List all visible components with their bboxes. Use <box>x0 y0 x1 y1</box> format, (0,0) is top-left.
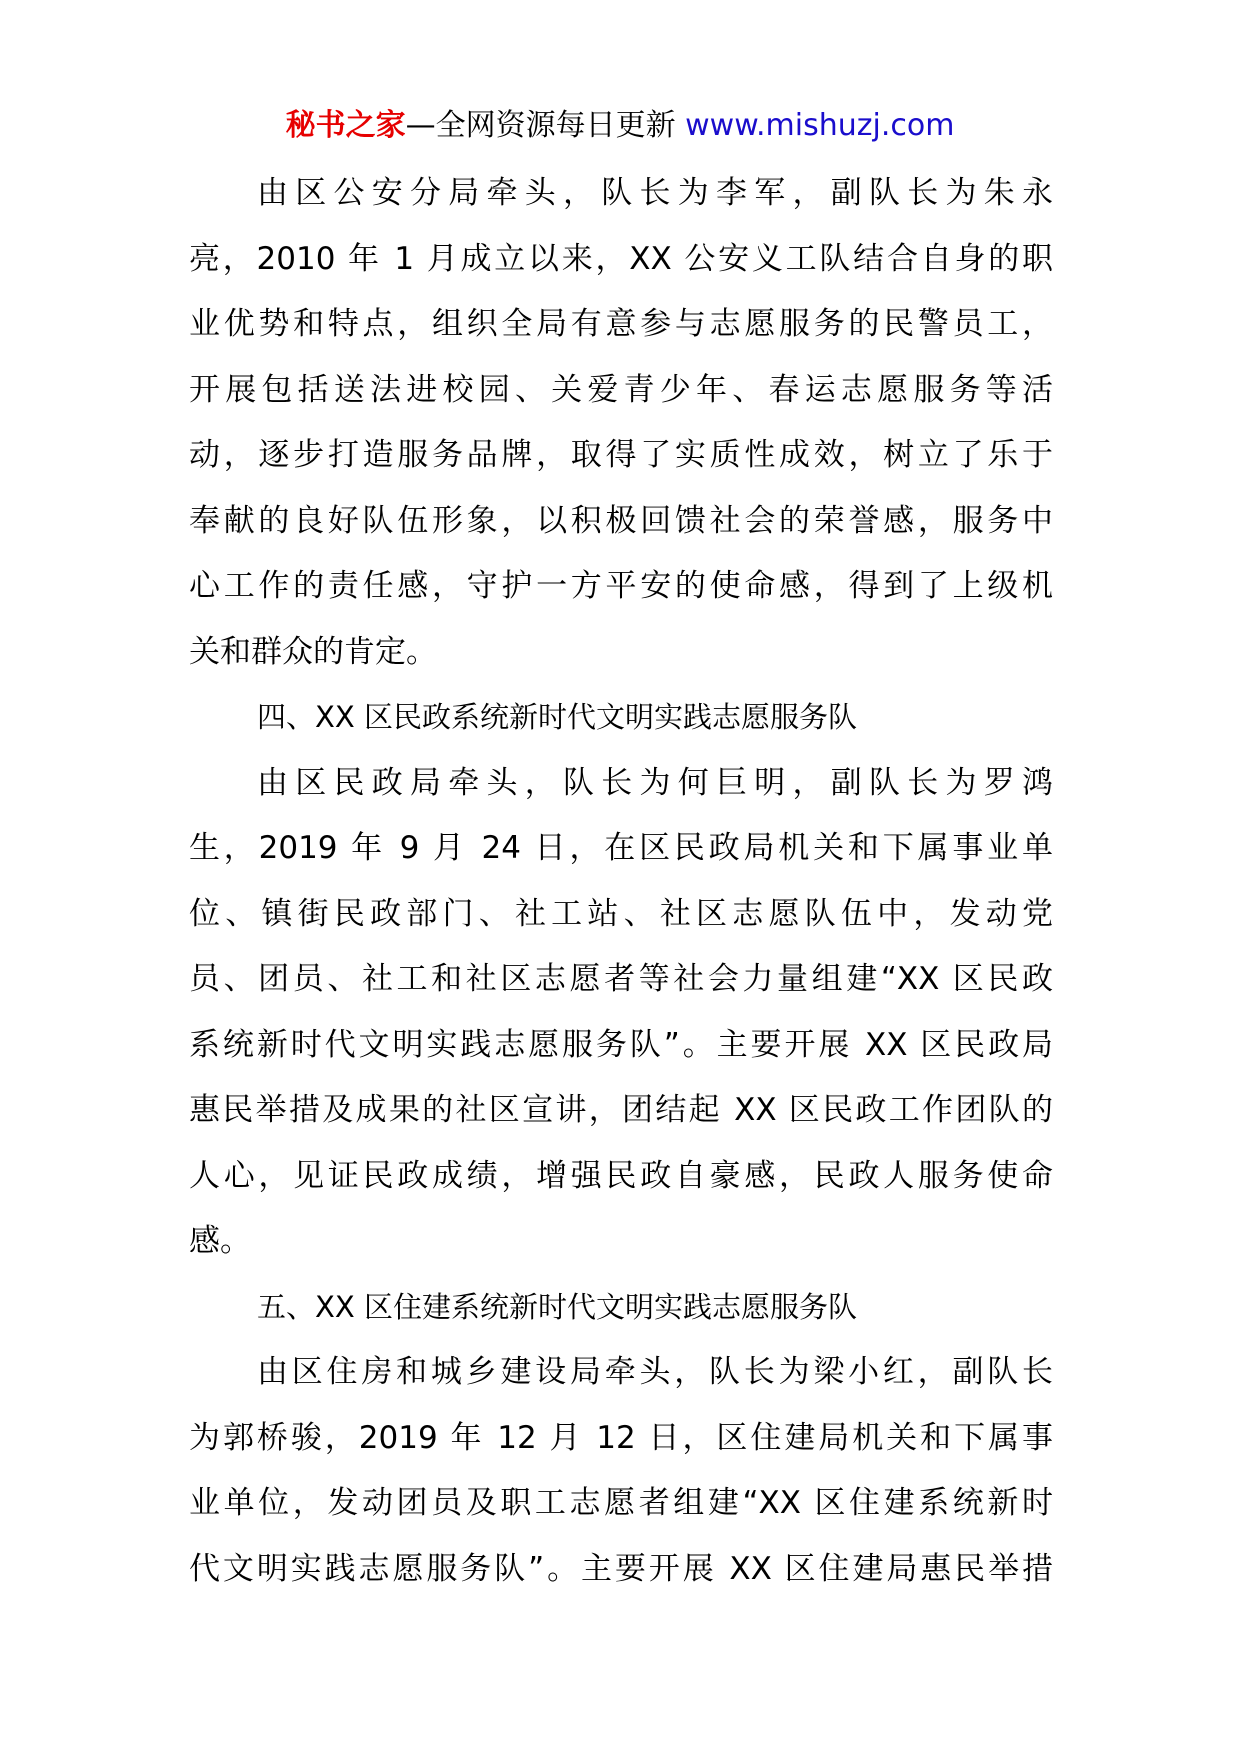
paragraph-line: 生，2019 年 9 月 24 日，在区民政局机关和下属事业单 <box>189 830 1053 866</box>
paragraph-line: 由区公安分局牵头，队长为李军，副队长为朱永 <box>257 175 1053 211</box>
document-body <box>189 161 1053 1602</box>
paragraph-line: 由区住房和城乡建设局牵头，队长为梁小红，副队长 <box>257 1354 1053 1390</box>
paragraph-line: 业优势和特点，组织全局有意参与志愿服务的民警员工， <box>189 306 1053 342</box>
paragraph-line: 代文明实践志愿服务队”。主要开展 XX 区住建局惠民举措 <box>189 1550 1053 1587</box>
paragraph-line: 心工作的责任感，守护一方平安的使命感，得到了上级机 <box>189 568 1053 604</box>
paragraph-line: 系统新时代文明实践志愿服务队”。主要开展 XX 区民政局 <box>189 1026 1053 1063</box>
paragraph-line: 开展包括送法进校园、关爱青少年、春运志愿服务等活 <box>189 371 1053 408</box>
paragraph-line: 奉献的良好队伍形象，以积极回馈社会的荣誉感，服务中 <box>189 502 1053 539</box>
paragraph-line: 亮，2010 年 1 月成立以来，XX 公安义工队结合自身的职 <box>189 240 1053 277</box>
paragraph-line: 关和群众的肯定。 <box>189 633 437 670</box>
paragraph-line: 惠民举措及成果的社区宣讲，团结起 XX 区民政工作团队的 <box>189 1092 1053 1128</box>
paragraph-line: 动，逐步打造服务品牌，取得了实质性成效，树立了乐于 <box>189 437 1053 473</box>
brand-name: 秘书之家 <box>285 108 406 143</box>
page-header <box>0 98 1240 154</box>
paragraph-line: 位、镇街民政部门、社工站、社区志愿队伍中，发动党 <box>189 895 1053 932</box>
site-url-link[interactable]: www.mishuzj.com <box>685 108 955 143</box>
paragraph-line: 业单位，发动团员及职工志愿者组建“XX 区住建系统新时 <box>189 1485 1053 1521</box>
paragraph-line: 由区民政局牵头，队长为何巨明，副队长为罗鸿 <box>257 764 1053 801</box>
paragraph-line: 人心，见证民政成绩，增强民政自豪感，民政人服务使命 <box>189 1157 1053 1194</box>
paragraph-line: 感。 <box>189 1223 251 1259</box>
section-heading: 五、XX 区住建系统新时代文明实践志愿服务队 <box>257 1289 857 1324</box>
paragraph-line: 员、团员、社工和社区志愿者等社会力量组建“XX 区民政 <box>189 961 1053 997</box>
paragraph-line: 为郭桥骏，2019 年 12 月 12 日，区住建局机关和下属事 <box>189 1419 1053 1456</box>
header-slogan: —全网资源每日更新 <box>405 108 686 143</box>
section-heading: 四、XX 区民政系统新时代文明实践志愿服务队 <box>257 700 857 734</box>
